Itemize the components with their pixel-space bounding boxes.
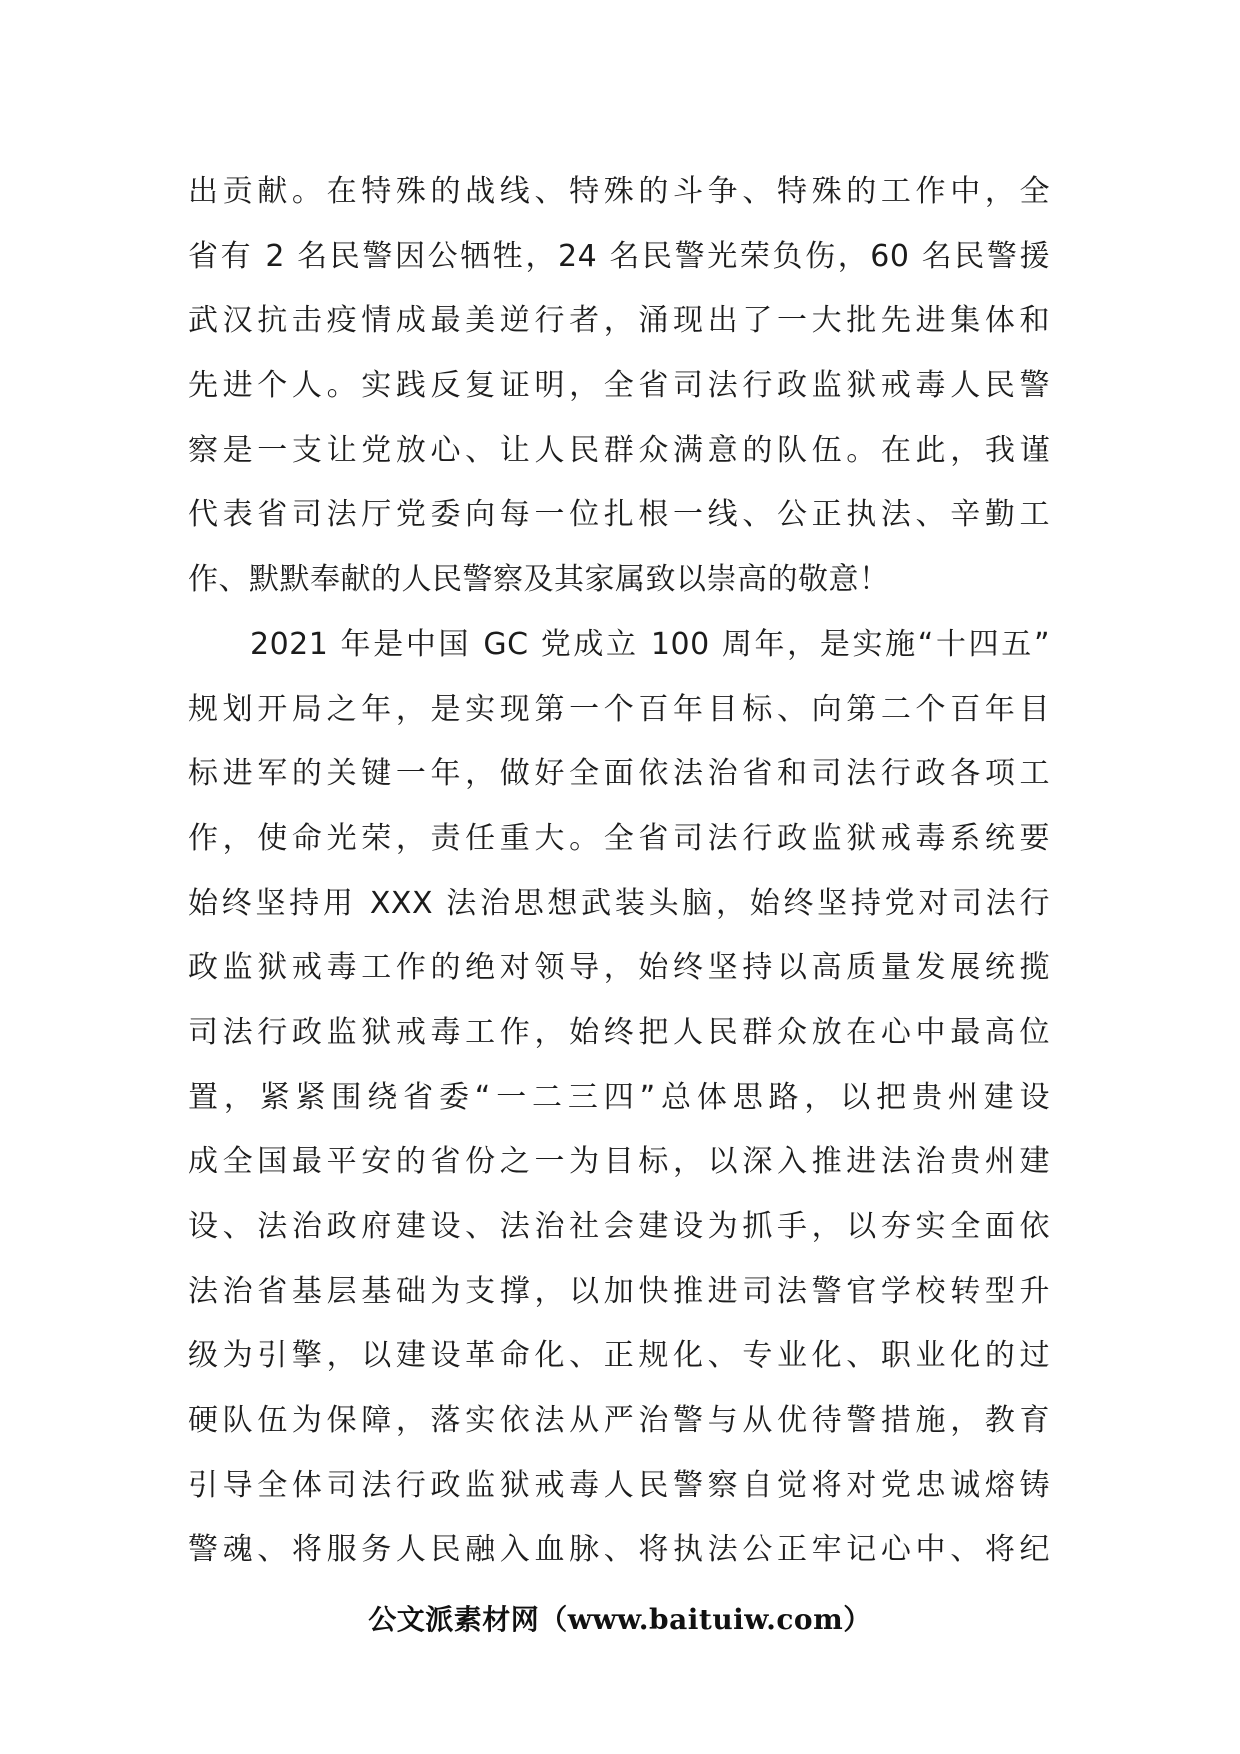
text-line: 置，紧紧围绕省委“一二三四”总体思路，以把贵州建设 [188,1079,1050,1115]
text-line: 警魂、将服务人民融入血脉、将执法公正牢记心中、将纪 [188,1532,1050,1568]
text-line: 作、默默奉献的人民警察及其家属致以崇高的敬意！ [188,562,890,598]
text-line: 始终坚持用 XXX 法治思想武装头脑，始终坚持党对司法行 [188,885,1050,921]
text-line: 级为引擎，以建设革命化、正规化、专业化、职业化的过 [188,1338,1050,1374]
text-line: 规划开局之年，是实现第一个百年目标、向第二个百年目 [188,691,1050,727]
text-line: 代表省司法厅党委向每一位扎根一线、公正执法、辛勤工 [188,497,1050,533]
text-line: 作，使命光荣，责任重大。全省司法行政监狱戒毒系统要 [188,820,1050,856]
body-text [188,160,1050,1583]
text-line: 武汉抗击疫情成最美逆行者，涌现出了一大批先进集体和 [188,303,1050,339]
text-line: 察是一支让党放心、让人民群众满意的队伍。在此，我谨 [188,432,1050,468]
text-line: 2021 年是中国 GC 党成立 100 周年，是实施“十四五” [250,626,1050,662]
text-line: 标进军的关键一年，做好全面依法治省和司法行政各项工 [188,756,1050,792]
text-line: 司法行政监狱戒毒工作，始终把人民群众放在心中最高位 [188,1014,1050,1050]
text-line: 引导全体司法行政监狱戒毒人民警察自觉将对党忠诚熔铸 [188,1467,1050,1503]
text-line: 设、法治政府建设、法治社会建设为抓手，以夯实全面依 [188,1209,1050,1244]
text-line: 成全国最平安的省份之一为目标，以深入推进法治贵州建 [188,1144,1050,1180]
text-line: 先进个人。实践反复证明，全省司法行政监狱戒毒人民警 [188,368,1050,404]
text-line: 出贡献。在特殊的战线、特殊的斗争、特殊的工作中，全 [188,174,1050,209]
text-line: 省有 2 名民警因公牺牲，24 名民警光荣负伤，60 名民警援 [188,238,1050,274]
text-line: 政监狱戒毒工作的绝对领导，始终坚持以高质量发展统揽 [188,950,1050,986]
text-line: 法治省基层基础为支撑，以加快推进司法警官学校转型升 [188,1273,1050,1309]
footer-watermark: 公文派素材网（www.baituiw.com） [368,1603,872,1636]
text-line: 硬队伍为保障，落实依法从严治警与从优待警措施，教育 [188,1403,1050,1439]
